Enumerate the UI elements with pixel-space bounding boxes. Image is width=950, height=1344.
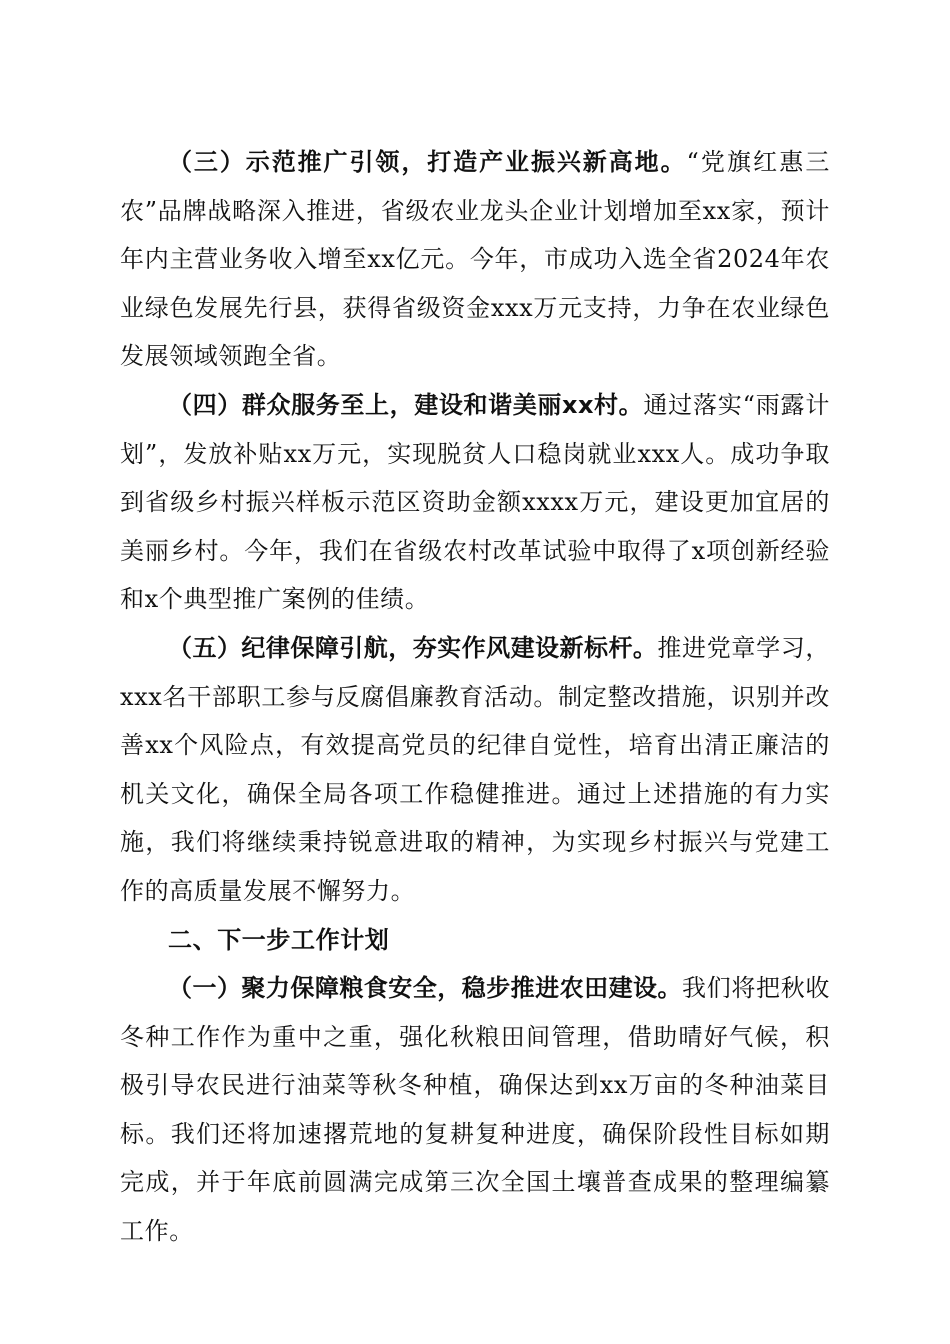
paragraph-body: 我们将把秋收冬种工作作为重中之重，强化秋粮田间管理，借助晴好气候，积极引导农民进行油菜等秋冬种植，确保达到xx万亩的冬种油菜目标。我们还将加速撂荒地的复耕复种进度，确保阶段性目标如期完成，并于年底前圆满完成第三次全国土壤普查成果的整理编纂工作。	[120, 974, 830, 1246]
paragraph-body: 通过落实“雨露计划”，发放补贴xx万元，实现脱贫人口稳岗就业xxx人。成功争取到省级乡村振兴样板示范区资助金额xxxx万元，建设更加宜居的美丽乡村。今年，我们在省级农村改革试验中取得了x项创新经验和x个典型推广案例的佳绩。	[120, 390, 830, 614]
document-page	[120, 138, 830, 1256]
paragraph-demonstration-promotion	[120, 138, 830, 381]
paragraph-lead: （五）纪律保障引航，夯实作风建设新标杆。	[168, 633, 658, 662]
paragraph-discipline-assurance	[120, 624, 830, 916]
paragraph-lead: （一）聚力保障粮食安全，稳步推进农田建设。	[168, 974, 683, 1003]
paragraph-lead: （三）示范推广引领，打造产业振兴新高地。	[168, 148, 687, 176]
paragraph-body: “党旗红惠三农”品牌战略深入推进，省级农业龙头企业计划增加至xx家，预计年内主营业务收入增至xx亿元。今年，市成功入选全省2024年农业绿色发展先行县，获得省级资金xxx万元支持，力争在农业绿色发展领域领跑全省。	[120, 148, 830, 371]
section-heading: 二、下一步工作计划	[168, 925, 390, 954]
paragraph-lead: （四）群众服务至上，建设和谐美丽xx村。	[168, 390, 644, 419]
paragraph-food-security	[120, 964, 830, 1256]
paragraph-public-service	[120, 381, 830, 624]
paragraph-body: 推进党章学习，xxx名干部职工参与反腐倡廉教育活动。制定整改措施，识别并改善xx个风险点，有效提高党员的纪律自觉性，培育出清正廉洁的机关文化，确保全局各项工作稳健推进。通过上述措施的有力实施，我们将继续秉持锐意进取的精神，为实现乡村振兴与党建工作的高质量发展不懈努力。	[120, 633, 831, 905]
